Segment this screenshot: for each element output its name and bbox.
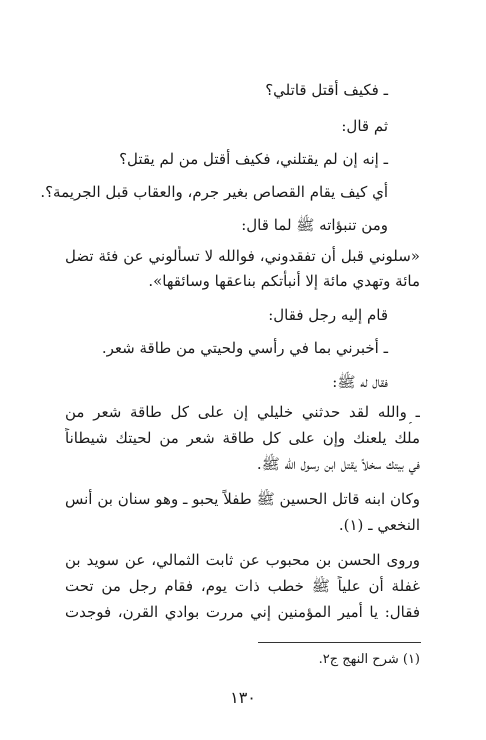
text-line-4: أي كيف يقام القصاص بغير جرم، والعقاب قبل الجريمة؟. xyxy=(40,183,388,201)
text-line-7: مائة وتهدي مائة إلا أنبأتكم بناعقها وسائقها». xyxy=(148,272,420,290)
text-line-2: ثم قال: xyxy=(341,117,388,135)
text-line-13: في بيتك سخلاً يقتل ابن رسول الله ﷺ. xyxy=(256,455,420,473)
text-line-10: فقال له ﷺ: xyxy=(332,373,388,391)
text-line-8: قام إليه رجل فقال: xyxy=(268,306,388,324)
text-line-11: ـ والله لقد حدثني خليلي إن على كل طاقة شعر من xyxy=(65,403,420,421)
text-line-5: ومن تنبؤاته ﷺ لما قال: xyxy=(241,216,388,234)
text-line-9: ـ أخبرني بما في رأسي ولحيتي من طاقة شعر. xyxy=(101,339,388,357)
text-line-15: النخعي ـ (١). xyxy=(338,516,420,534)
text-line-12: ملك يلعنك وإن على كل طاقة شعر من لحيتك شيطاناً xyxy=(65,429,420,447)
text-line-1: ـ فكيف أقتل قاتلي؟ xyxy=(265,81,388,99)
footnote-divider xyxy=(258,642,421,643)
text-line-17: غفلة أن علياً ﷺ خطب ذات يوم، فقام رجل من تحت xyxy=(65,577,420,595)
text-line-14: وكان ابنه قاتل الحسين ﷺ طفلاً يحبو ـ وهو سنان بن أنس xyxy=(65,490,420,508)
footnote: (١) شرح النهج ج٢. xyxy=(318,652,420,667)
text-line-3: ـ إنه إن لم يقتلني، فكيف أقتل من لم يقتل؟ xyxy=(119,150,388,168)
text-line-16: وروى الحسن بن محبوب عن ثابت الثمالي، عن سويد بن xyxy=(65,551,420,569)
text-line-18: فقال: يا أمير المؤمنين إني مررت بوادي القرن، فوجدت xyxy=(65,603,420,621)
page-number: ١٣٠ xyxy=(230,688,256,707)
text-line-6: «سلوني قبل أن تفقدوني، فوالله لا تسألوني عن فئة تضل xyxy=(65,247,420,265)
